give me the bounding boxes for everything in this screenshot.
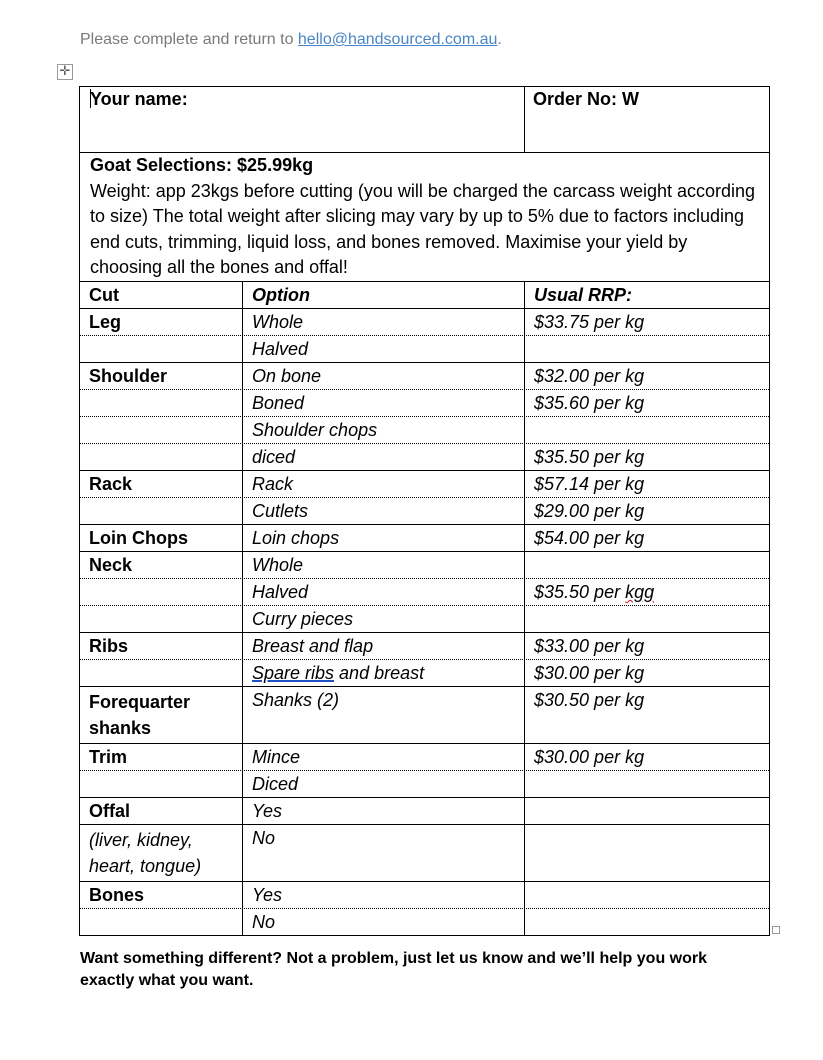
rrp-cell: $57.14 per kg bbox=[534, 473, 645, 494]
name-cell[interactable] bbox=[80, 87, 525, 152]
option-cell: Shanks (2) bbox=[243, 687, 525, 743]
selection-description: Weight: app 23kgs before cutting (you will be charged the carcass weight according to size) The total weight after slicing may vary by up to 5% due to factors including end cuts, trimming, liquid loss, and bones removed. Maximise your yield by choosing all the bones and offal! bbox=[90, 180, 756, 278]
option-cell: Curry pieces bbox=[243, 606, 525, 632]
rrp-cell: $30.00 per kg bbox=[534, 662, 645, 683]
rrp-cell bbox=[525, 417, 769, 443]
option-cell: Whole bbox=[243, 309, 525, 335]
rrp-cell bbox=[525, 882, 769, 908]
rrp-prefix: $35.50 per bbox=[534, 581, 626, 602]
table-row[interactable] bbox=[80, 771, 769, 798]
option-cell: Breast and flap bbox=[243, 633, 525, 659]
cut-cell bbox=[80, 660, 243, 686]
rrp-cell: $29.00 per kg bbox=[534, 500, 645, 521]
selection-heading: Goat Selections: $25.99kg bbox=[90, 155, 314, 175]
instructions-suffix: . bbox=[497, 31, 502, 48]
table-row[interactable] bbox=[80, 390, 769, 417]
option-cell: On bone bbox=[243, 363, 525, 389]
rrp-cell: $33.00 per kg bbox=[534, 635, 645, 656]
rrp-cell bbox=[525, 336, 769, 362]
cut-cell: Ribs bbox=[80, 633, 243, 659]
cut-cell: Leg bbox=[80, 309, 243, 335]
cut-cell: Bones bbox=[80, 882, 243, 908]
rrp-cell: $32.00 per kg bbox=[534, 365, 645, 386]
table-row[interactable] bbox=[80, 744, 769, 771]
option-cell: diced bbox=[243, 444, 525, 470]
rrp-cell: $35.50 per kg bbox=[534, 446, 645, 467]
cut-cell bbox=[80, 498, 243, 524]
option-cell: Loin chops bbox=[243, 525, 525, 551]
rrp-cell bbox=[525, 798, 769, 824]
option-cell: Shoulder chops bbox=[243, 417, 525, 443]
option-cell: Whole bbox=[243, 552, 525, 578]
option-cell: Halved bbox=[243, 579, 525, 605]
table-row[interactable] bbox=[80, 633, 769, 660]
order-form-table bbox=[79, 86, 770, 936]
table-row[interactable] bbox=[80, 552, 769, 579]
table-row[interactable] bbox=[80, 525, 769, 552]
cut-cell bbox=[80, 444, 243, 470]
option-cell: Yes bbox=[243, 798, 525, 824]
table-row[interactable] bbox=[80, 309, 769, 336]
cut-cell bbox=[80, 579, 243, 605]
cut-cell: Offal bbox=[80, 798, 243, 824]
cut-cell bbox=[80, 336, 243, 362]
rrp-cell bbox=[525, 771, 769, 797]
option-cell: Boned bbox=[243, 390, 525, 416]
closing-note: Want something different? Not a problem, just let us know and we’ll help you work exactly what you want. bbox=[80, 950, 708, 989]
table-row[interactable] bbox=[80, 579, 769, 606]
option-cell: Rack bbox=[243, 471, 525, 497]
option-cell bbox=[243, 660, 525, 686]
table-row[interactable] bbox=[80, 825, 769, 882]
table-row[interactable] bbox=[80, 882, 769, 909]
grammar-flagged-phrase[interactable]: Spare ribs bbox=[252, 662, 335, 683]
rrp-cell bbox=[525, 825, 769, 881]
option-cell: Mince bbox=[243, 744, 525, 770]
option-cell: Yes bbox=[243, 882, 525, 908]
rrp-cell bbox=[525, 606, 769, 632]
cut-cell: Loin Chops bbox=[80, 525, 243, 551]
table-row[interactable] bbox=[80, 606, 769, 633]
cut-cell bbox=[80, 606, 243, 632]
customer-row bbox=[80, 87, 769, 153]
table-row[interactable] bbox=[80, 444, 769, 471]
table-row[interactable] bbox=[80, 336, 769, 363]
cut-cell: Shoulder bbox=[80, 363, 243, 389]
rrp-cell bbox=[525, 552, 769, 578]
option-suffix: and breast bbox=[334, 662, 425, 683]
order-number-cell[interactable] bbox=[525, 87, 769, 152]
option-cell: Diced bbox=[243, 771, 525, 797]
rrp-header: Usual RRP: bbox=[534, 284, 633, 305]
cut-header: Cut bbox=[80, 282, 243, 308]
table-row[interactable] bbox=[80, 909, 769, 935]
order-label: Order No: W bbox=[533, 89, 639, 109]
cut-cell: Rack bbox=[80, 471, 243, 497]
rrp-cell bbox=[525, 909, 769, 935]
cut-cell bbox=[80, 390, 243, 416]
rrp-cell: $54.00 per kg bbox=[534, 527, 645, 548]
table-row[interactable] bbox=[80, 363, 769, 390]
option-cell: Halved bbox=[243, 336, 525, 362]
cut-cell bbox=[80, 909, 243, 935]
cut-cell bbox=[80, 417, 243, 443]
table-row[interactable] bbox=[80, 660, 769, 687]
table-row[interactable] bbox=[80, 798, 769, 825]
option-cell: No bbox=[243, 909, 525, 935]
table-row[interactable] bbox=[80, 471, 769, 498]
cut-cell: Trim bbox=[80, 744, 243, 770]
cut-cell bbox=[80, 771, 243, 797]
table-row[interactable] bbox=[80, 498, 769, 525]
instructions-line bbox=[80, 31, 502, 49]
rrp-cell: $30.00 per kg bbox=[534, 746, 645, 767]
cut-cell: Forequarter shanks bbox=[80, 687, 243, 743]
cut-cell: Neck bbox=[80, 552, 243, 578]
table-row[interactable] bbox=[80, 687, 769, 744]
rrp-cell bbox=[525, 579, 769, 605]
email-link[interactable]: hello@handsourced.com.au bbox=[297, 31, 498, 48]
rrp-cell: $35.60 per kg bbox=[534, 392, 645, 413]
table-move-handle-icon[interactable]: ✛ bbox=[57, 64, 73, 80]
name-label: Your name: bbox=[90, 89, 188, 109]
rrp-cell: $33.75 per kg bbox=[534, 311, 645, 332]
selection-info bbox=[80, 153, 769, 282]
option-header: Option bbox=[243, 282, 525, 308]
cut-cell: (liver, kidney, heart, tongue) bbox=[80, 825, 243, 881]
table-resize-handle[interactable] bbox=[772, 926, 780, 934]
table-header-row bbox=[80, 282, 769, 309]
instructions-text: Please complete and return to bbox=[80, 31, 298, 48]
option-cell: Cutlets bbox=[243, 498, 525, 524]
option-cell: No bbox=[243, 825, 525, 881]
table-row[interactable] bbox=[80, 417, 769, 444]
spelling-flagged-word[interactable]: kgg bbox=[625, 581, 655, 602]
rrp-cell: $30.50 per kg bbox=[534, 689, 645, 710]
